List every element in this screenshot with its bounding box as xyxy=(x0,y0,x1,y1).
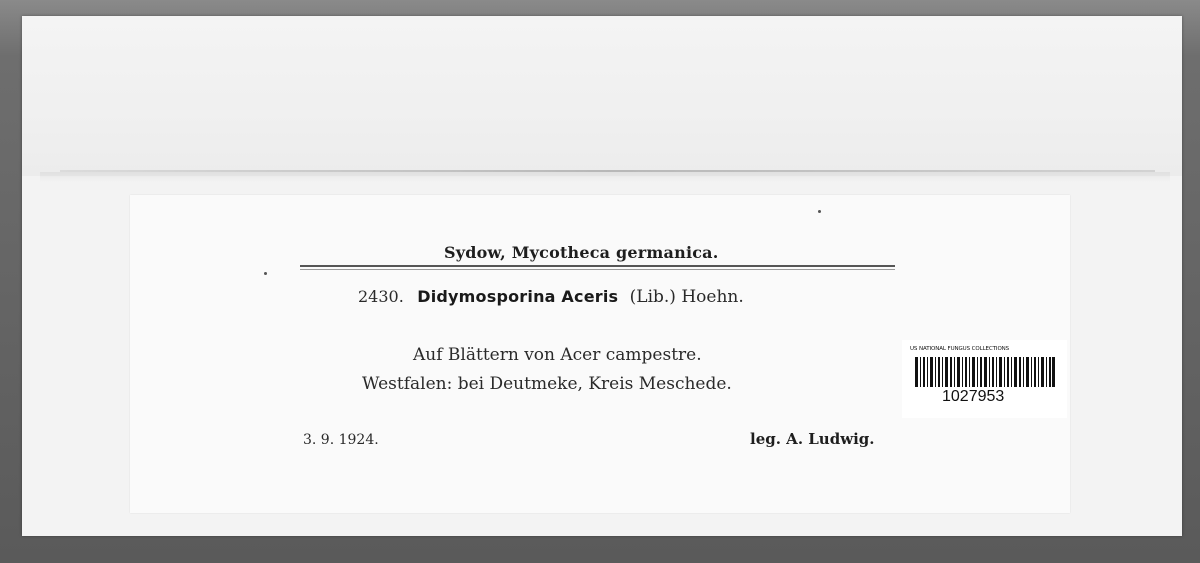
fold-shadow xyxy=(40,172,1170,182)
header-rule-thin xyxy=(300,269,895,270)
barcode-icon xyxy=(915,357,1055,387)
host-line: Auf Blättern von Acer campestre. xyxy=(413,345,702,365)
header-rule xyxy=(300,265,895,267)
paper-speck xyxy=(264,272,267,275)
exsiccata-number: 2430. xyxy=(358,287,404,306)
barcode-number: 1027953 xyxy=(942,388,1005,405)
locality-line: Westfalen: bei Deutmeke, Kreis Meschede. xyxy=(362,374,732,394)
exsiccata-title: Sydow, Mycotheca germanica. xyxy=(444,243,719,262)
barcode-institution: US NATIONAL FUNGUS COLLECTIONS xyxy=(910,346,1010,352)
taxon-authority: (Lib.) Hoehn. xyxy=(629,287,744,307)
collection-date: 3. 9. 1924. xyxy=(303,432,379,448)
paper-speck xyxy=(818,210,821,213)
taxon-name: Didymosporina Aceris xyxy=(417,287,619,306)
packet-flap xyxy=(22,16,1182,176)
collector: leg. A. Ludwig. xyxy=(750,430,875,448)
species-line xyxy=(358,287,744,307)
